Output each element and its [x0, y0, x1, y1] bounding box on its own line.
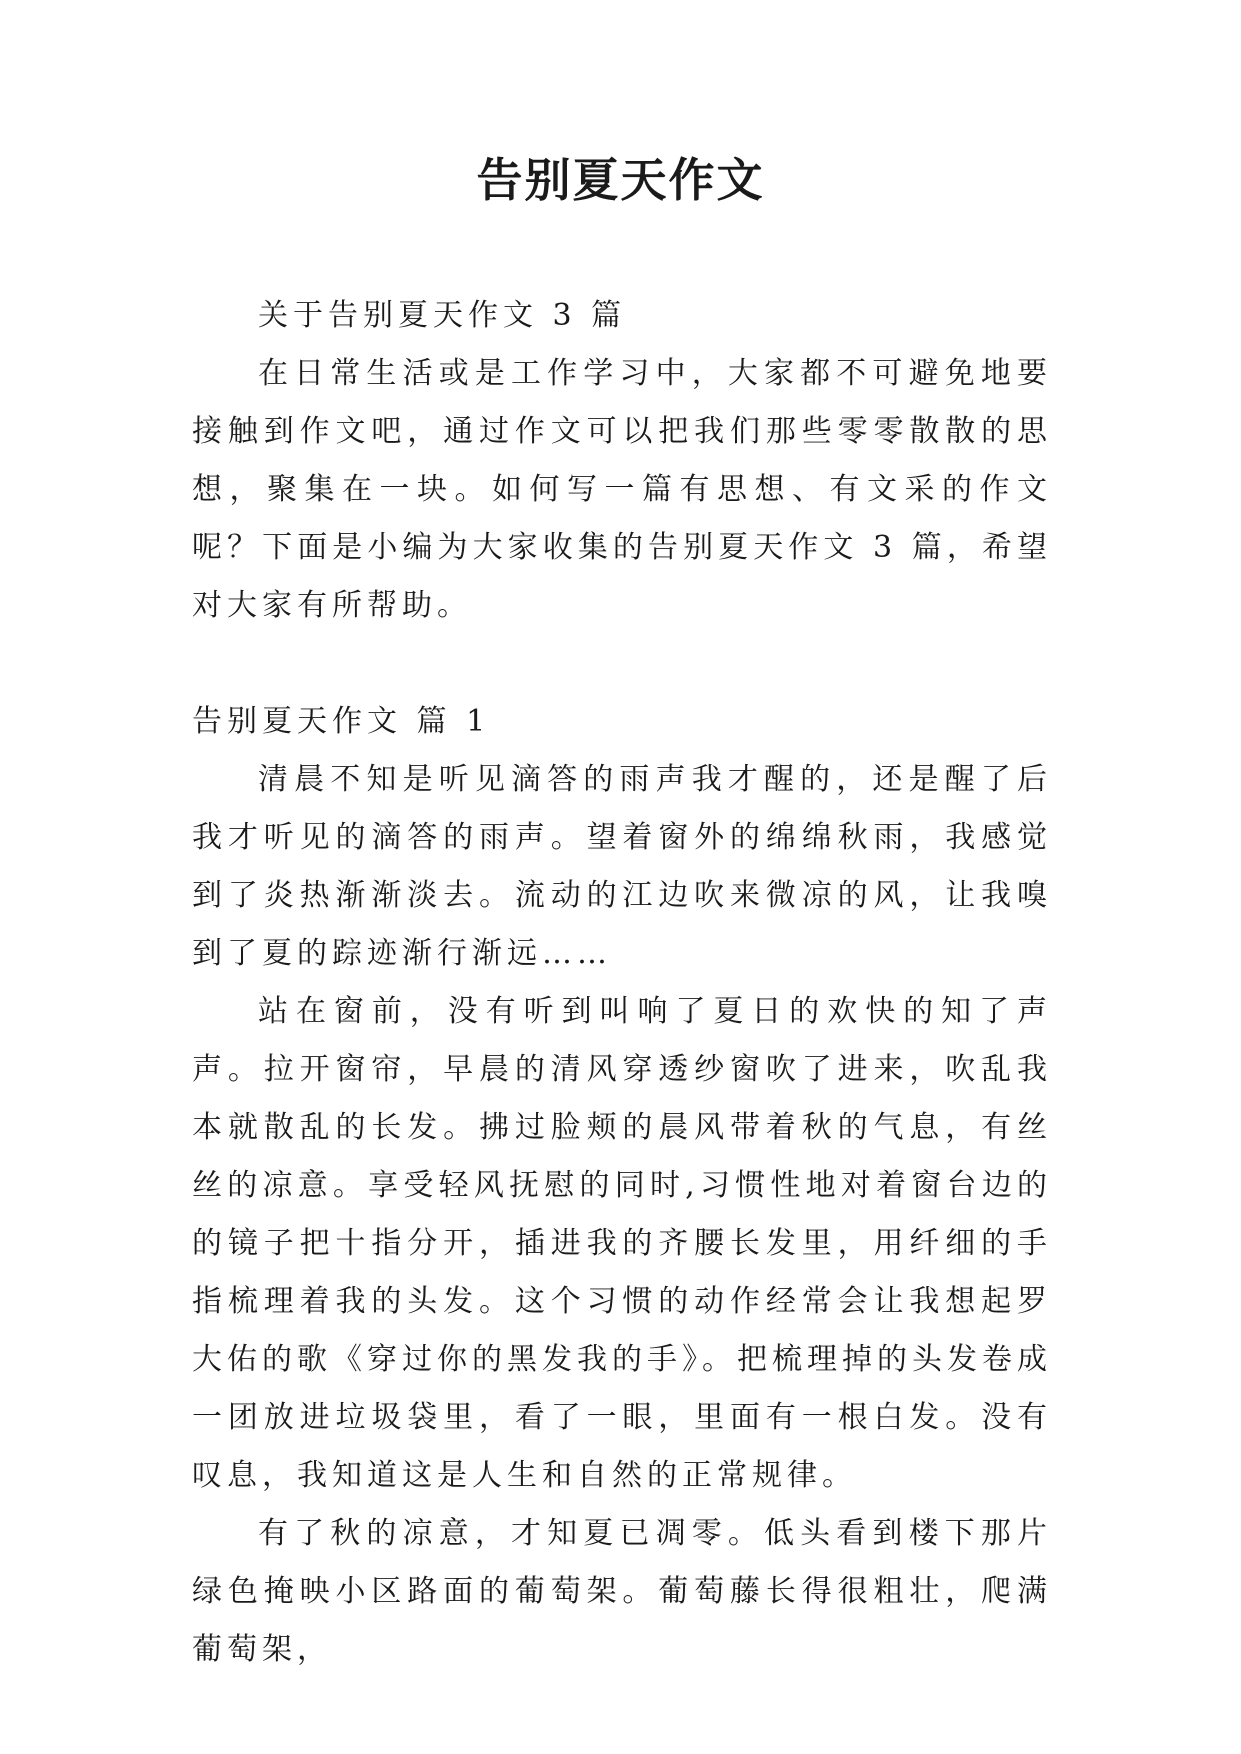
- document-subtitle: 关于告别夏天作文 3 篇: [258, 298, 627, 333]
- body-paragraph-1: 清晨不知是听见滴答的雨声我才醒的，还是醒了后我才听见的滴答的雨声。望着窗外的绵绵秋雨，我感觉到了炎热渐渐淡去。流动的江边吹来微凉的风，让我嗅到了夏的踪迹渐行渐远……: [192, 762, 1052, 971]
- section-heading: 告别夏天作文 篇 1: [192, 704, 491, 739]
- intro-paragraph: 在日常生活或是工作学习中，大家都不可避免地要接触到作文吧，通过作文可以把我们那些零零散散的思想，聚集在一块。如何写一篇有思想、有文采的作文呢？下面是小编为大家收集的告别夏天作文 3 篇，希望对大家有所帮助。: [192, 356, 1052, 623]
- body-paragraph-2: 站在窗前，没有听到叫响了夏日的欢快的知了声声。拉开窗帘，早晨的清风穿透纱窗吹了进来，吹乱我本就散乱的长发。拂过脸颊的晨风带着秋的气息，有丝丝的凉意。享受轻风抚慰的同时,习惯性地对着窗台边的的镜子把十指分开，插进我的齐腰长发里，用纤细的手指梳理着我的头发。这个习惯的动作经常会让我想起罗大佑的歌《穿过你的黑发我的手》。把梳理掉的头发卷成一团放进垃圾袋里，看了一眼，里面有一根白发。没有叹息，我知道这是人生和自然的正常规律。: [192, 994, 1052, 1493]
- document-title: 告别夏天作文: [476, 153, 765, 207]
- section-spacer: [192, 635, 1052, 693]
- body-paragraph-3: 有了秋的凉意，才知夏已凋零。低头看到楼下那片绿色掩映小区路面的葡萄架。葡萄藤长得很粗壮，爬满葡萄架，: [192, 1516, 1052, 1667]
- document-body: [192, 287, 1052, 1679]
